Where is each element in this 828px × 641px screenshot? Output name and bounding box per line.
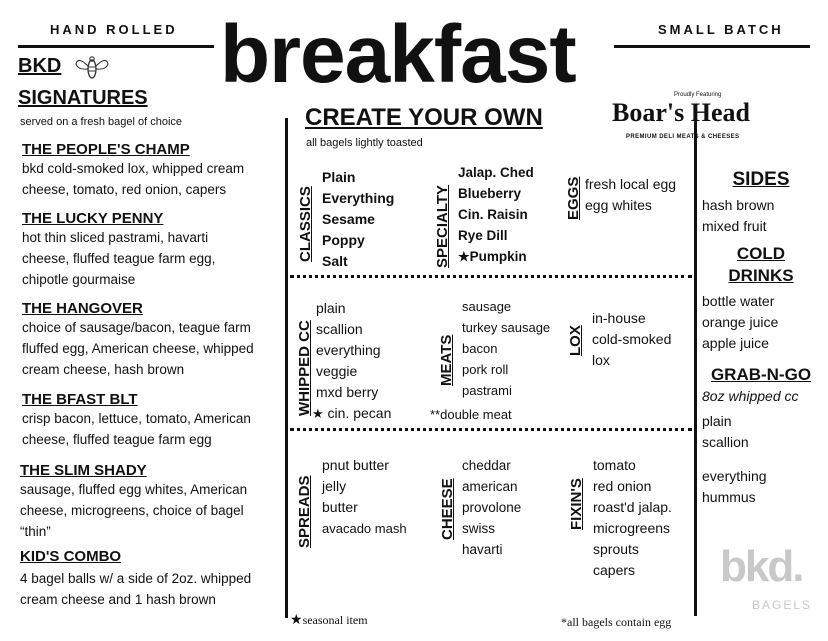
list-item: jelly: [322, 478, 347, 494]
divider-right: [694, 120, 697, 616]
list-item: lox: [592, 352, 610, 368]
list-item: [312, 403, 391, 424]
list-item: Sesame: [322, 211, 375, 227]
dotted-divider-1: [290, 275, 692, 278]
spreads-list: [322, 455, 407, 539]
signature-item: [20, 548, 284, 610]
list-item: sprouts: [593, 541, 639, 557]
list-item: apple juice: [702, 334, 769, 351]
grab-sub: 8oz whipped cc: [702, 387, 799, 404]
bkd-logo-sub: BAGELS: [752, 598, 813, 612]
drinks-list: [702, 291, 820, 354]
list-item: fresh local egg: [585, 176, 677, 192]
list-item: plain: [316, 300, 346, 316]
list-item: avacado mash: [322, 521, 407, 536]
signature-item-name: THE HANGOVER: [22, 300, 143, 317]
sides-heading: SIDES: [732, 169, 790, 190]
label-specialty: SPECIALTY: [434, 184, 451, 268]
dotted-divider-2: [290, 428, 692, 431]
signature-item: [22, 391, 284, 450]
list-item: plain: [702, 412, 732, 429]
star-icon: ★: [290, 613, 303, 628]
lox-list: [592, 308, 671, 371]
eggs-list: [585, 174, 676, 216]
signature-item-name: THE LUCKY PENNY: [22, 210, 164, 227]
signature-item-line: cheese, microgreens, choice of bagel: [20, 503, 244, 518]
list-item: orange juice: [702, 313, 779, 330]
signature-item-name: THE SLIM SHADY: [20, 462, 147, 479]
signature-item-line: 4 bagel balls w/ a side of 2oz. whipped: [20, 571, 252, 586]
list-item: cold-smoked: [592, 331, 672, 347]
list-item: havarti: [462, 542, 503, 557]
list-item: red onion: [593, 478, 652, 494]
header-rule-right: [614, 45, 810, 48]
grab-list-2: [702, 466, 820, 508]
fixins-list: [593, 455, 672, 581]
grab-n-go-heading: GRAB-N-GO: [710, 364, 812, 384]
footnote-seasonal: [290, 612, 368, 629]
page-title: breakfast: [220, 9, 576, 100]
footnote-seasonal-label: seasonal item: [302, 613, 368, 627]
create-heading: CREATE YOUR OWN: [305, 104, 543, 131]
list-item: roast'd jalap.: [593, 499, 672, 515]
label-whipped-cc: WHIPPED CC: [296, 320, 313, 416]
list-item-label: Pumpkin: [469, 249, 527, 264]
footnote-egg: *all bagels contain egg: [561, 615, 672, 629]
list-item: butter: [322, 499, 358, 515]
proudly-featuring: Proudly Featuring: [674, 92, 722, 98]
grab-list: [702, 411, 820, 453]
list-item: in-house: [592, 310, 646, 326]
signature-item-line: sausage, fluffed egg whites, American: [20, 482, 248, 497]
label-lox: LOX: [567, 325, 584, 356]
sides-column: [702, 168, 820, 508]
list-item: Rye Dill: [458, 228, 508, 243]
signature-item-line: fluffed egg, American cheese, whipped: [22, 341, 254, 356]
classics-list: [322, 167, 394, 272]
label-classics: CLASSICS: [297, 186, 314, 262]
list-item: hash brown: [702, 196, 775, 213]
label-meats: MEATS: [438, 334, 455, 386]
label-spreads: SPREADS: [296, 475, 313, 548]
signature-item-name: THE PEOPLE'S CHAMP: [22, 141, 190, 158]
list-item: veggie: [316, 363, 358, 379]
tagline-hand-rolled: HAND ROLLED: [50, 22, 178, 37]
signature-item: [22, 141, 284, 200]
divider-left: [285, 118, 288, 618]
signature-item-line: cheese, tomato, red onion, capers: [22, 182, 227, 197]
cold-drinks-heading: [702, 243, 820, 287]
meats-list: [462, 296, 550, 401]
list-item: Blueberry: [458, 186, 522, 201]
bee-icon: [72, 52, 112, 82]
signature-item: [20, 462, 284, 542]
list-item: bacon: [462, 341, 498, 356]
list-item: Jalap. Ched: [458, 165, 534, 180]
list-item-label: cin. pecan: [327, 405, 392, 421]
list-item: egg whites: [585, 197, 652, 213]
list-item: sausage: [462, 299, 512, 314]
brand-bkd: BKD: [18, 55, 62, 77]
signature-item-line: bkd cold-smoked lox, whipped cream: [22, 161, 245, 176]
list-item: Salt: [322, 253, 348, 269]
signature-item-line: choice of sausage/bacon, teague farm: [22, 320, 251, 335]
label-fixins: FIXIN'S: [568, 478, 585, 530]
list-item: Plain: [322, 169, 356, 185]
list-item: turkey sausage: [462, 320, 551, 335]
list-item: bottle water: [702, 292, 775, 309]
list-item: mxd berry: [316, 384, 379, 400]
signatures-heading: SIGNATURES: [18, 87, 148, 109]
list-item: everything: [702, 467, 767, 484]
list-item: american: [462, 479, 518, 494]
whipped-list: [312, 298, 392, 424]
label-eggs: EGGS: [565, 176, 582, 220]
cold-drinks-heading-line: COLD: [736, 243, 786, 263]
list-item: pastrami: [462, 383, 512, 398]
list-item: everything: [316, 342, 381, 358]
list-item: Cin. Raisin: [458, 207, 528, 222]
signature-item-line: “thin”: [20, 524, 51, 539]
cheese-list: [462, 455, 521, 560]
list-item: swiss: [462, 521, 495, 536]
signature-item-line: hot thin sliced pastrami, havarti: [22, 230, 209, 245]
meats-note: **double meat: [430, 407, 512, 422]
sides-list: [702, 195, 820, 237]
signature-item-name: KID'S COMBO: [20, 548, 122, 565]
star-icon: ★: [458, 249, 470, 264]
list-item: hummus: [702, 488, 756, 505]
list-item: tomato: [593, 457, 636, 473]
signature-item-line: cheese, fluffed teague farm egg,: [22, 251, 216, 266]
signatures-subtitle: served on a fresh bagel of choice: [20, 116, 183, 128]
specialty-list: [458, 162, 534, 267]
list-item: cheddar: [462, 458, 511, 473]
signature-item-line: crisp bacon, lettuce, tomato, American: [22, 411, 251, 426]
signature-item-line: cheese, fluffed teague farm egg: [22, 432, 212, 447]
signature-item: [22, 300, 284, 380]
list-item: pnut butter: [322, 457, 389, 473]
boars-head-name: Boar's Head: [612, 98, 750, 127]
bkd-logo: bkd.: [720, 542, 803, 591]
list-item: provolone: [462, 500, 522, 515]
signature-item-line: chipotle gourmaise: [22, 272, 136, 287]
signature-item-name: THE BFAST BLT: [22, 391, 138, 408]
signature-item-line: cream cheese and 1 hash brown: [20, 592, 216, 607]
list-item: [458, 246, 534, 267]
create-subtitle: all bagels lightly toasted: [306, 137, 423, 149]
tagline-small-batch: SMALL BATCH: [658, 22, 784, 37]
signature-item: [22, 210, 284, 290]
list-item: capers: [593, 562, 636, 578]
list-item: scallion: [316, 321, 363, 337]
boars-head-tagline: PREMIUM DELI MEATS & CHEESES: [626, 134, 740, 140]
list-item: scallion: [702, 433, 749, 450]
star-icon: ★: [312, 406, 324, 421]
list-item: Poppy: [322, 232, 365, 248]
label-cheese: CHEESE: [439, 478, 456, 540]
boars-head-logo: [612, 92, 790, 144]
list-item: mixed fruit: [702, 217, 767, 234]
header-rule-left: [18, 45, 214, 48]
list-item: Everything: [322, 190, 395, 206]
list-item: pork roll: [462, 362, 509, 377]
signature-item-line: cream cheese, hash brown: [22, 362, 185, 377]
list-item: microgreens: [593, 520, 671, 536]
cold-drinks-heading-line: DRINKS: [728, 265, 794, 285]
